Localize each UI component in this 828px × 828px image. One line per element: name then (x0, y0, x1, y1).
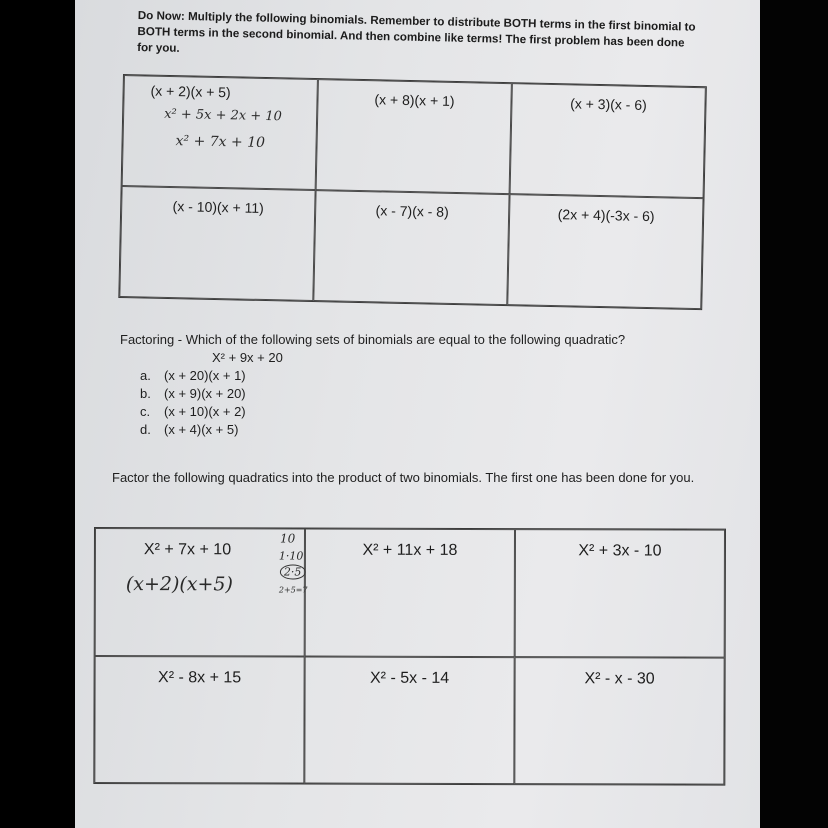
factor-cell (94, 656, 304, 784)
multiply-cell (313, 190, 509, 305)
multiply-cell (119, 186, 315, 301)
factor-grid (93, 527, 726, 786)
factoring-question (120, 331, 700, 439)
option-d: d. (x + 4)(x + 5) (140, 422, 239, 437)
problem-label: (x - 10)(x + 11) (172, 198, 264, 216)
handwritten-pair: 1·10 (278, 549, 304, 563)
multiply-cell (316, 79, 512, 194)
option-c: c. (x + 10)(x + 2) (140, 404, 246, 419)
problem-label: X² + 3x - 10 (578, 542, 662, 560)
option-b: b. (x + 9)(x + 20) (140, 386, 246, 401)
background (760, 0, 828, 828)
factoring-prompt: Factoring - Which of the following sets of binomials are equal to the following quadratic? (120, 332, 626, 347)
factor-cell (95, 528, 308, 656)
multiply-grid (118, 74, 707, 310)
multiply-cell (122, 75, 318, 190)
problem-label: (x - 7)(x - 8) (375, 202, 449, 220)
handwritten-answer: (x+2)(x+5) (125, 573, 233, 596)
handwritten-answer: x² + 7x + 10 (175, 133, 266, 151)
problem-label: X² - 5x - 14 (370, 669, 450, 687)
handwritten-circled-pair: 2·5 (280, 564, 306, 579)
problem-label: (x + 8)(x + 1) (374, 91, 455, 109)
factor-cell (305, 529, 515, 657)
option-a: a. (x + 20)(x + 1) (140, 368, 246, 383)
factor-cell (514, 657, 724, 785)
multiply-cell (510, 83, 706, 198)
factor-instructions: Factor the following quadratics into the product of two binomials. The first one has been done for you. (112, 470, 695, 485)
problem-label: X² + 11x + 18 (362, 541, 458, 559)
problem-label: (x + 2)(x + 5) (150, 82, 231, 101)
multiply-cell (507, 194, 703, 309)
problem-label: X² + 7x + 10 (143, 541, 232, 559)
factor-cell (515, 529, 725, 657)
problem-label: X² - 8x + 15 (158, 668, 242, 686)
target-quadratic: X² + 9x + 20 (212, 350, 283, 365)
do-now-instructions: Do Now: Multiply the following binomials. Remember to distribute BOTH terms in the first binomial to BOTH terms in the second binomial. And then combine like terms! The first problem has been done for you. (137, 8, 696, 55)
handwritten-ten: 10 (279, 531, 296, 546)
problem-label: (x + 3)(x - 6) (570, 95, 647, 113)
handwritten-work: x² + 5x + 2x + 10 (164, 106, 283, 125)
problem-label: (2x + 4)(-3x - 6) (557, 206, 655, 225)
handwritten-check: 2+5=7 (278, 585, 308, 595)
factor-cell (304, 656, 514, 784)
problem-label: X² - x - 30 (584, 669, 655, 687)
